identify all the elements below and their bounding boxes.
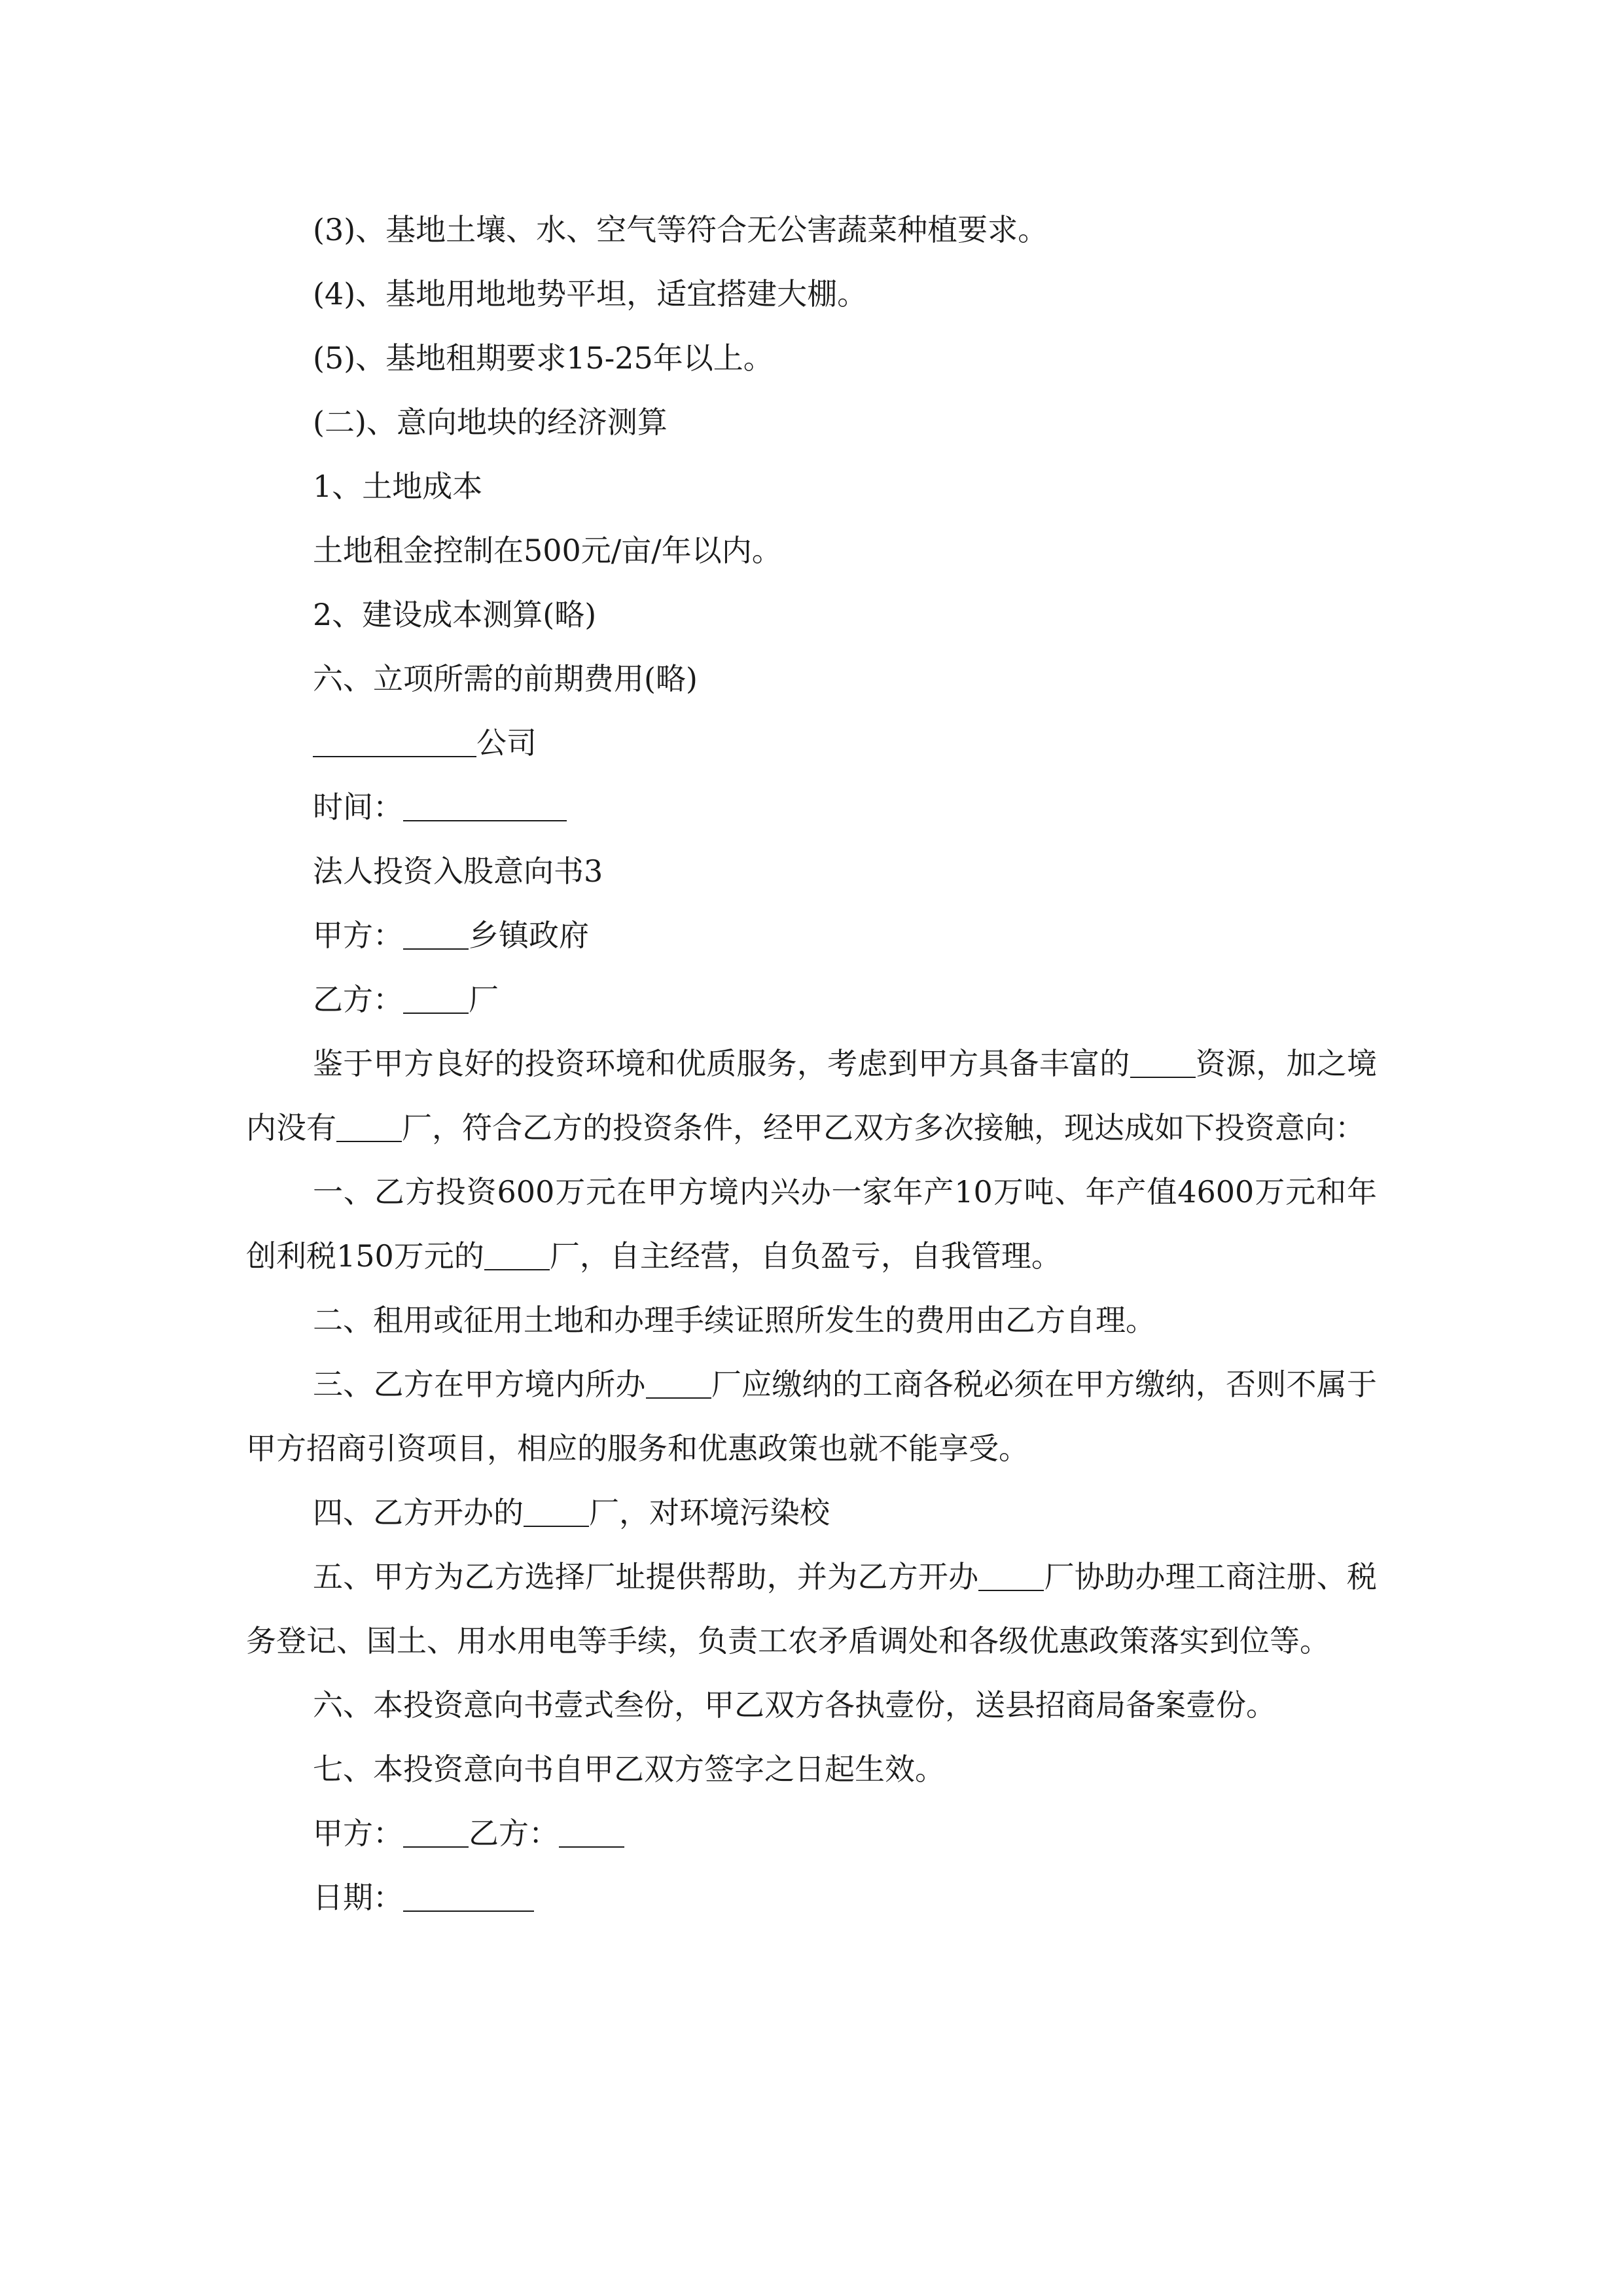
text-span: 厂，符合乙方的投资条件，经甲乙双方多次接触，现达成如下投资意向： <box>402 1110 1365 1145</box>
fill-blank <box>559 1820 624 1848</box>
text-line <box>246 262 1377 326</box>
text-line <box>246 326 1377 390</box>
text-span: 厂 <box>469 982 499 1017</box>
fill-blank <box>484 1243 550 1270</box>
text-span: 甲方： <box>313 918 403 953</box>
fill-blank <box>313 730 476 757</box>
text-span: (4)、基地用地地势平坦，适宜搭建大棚。 <box>313 276 868 312</box>
text-span: 公司 <box>476 725 537 761</box>
fill-blank <box>524 1499 589 1527</box>
paragraph <box>246 1160 1377 1288</box>
fill-blank <box>336 1115 402 1142</box>
section-heading <box>246 647 1377 711</box>
text-span: 七、本投资意向书自甲乙双方签字之日起生效。 <box>313 1751 945 1787</box>
paragraph <box>246 1031 1377 1160</box>
section-heading <box>246 390 1377 454</box>
document-title <box>246 839 1377 903</box>
paragraph <box>246 1673 1377 1737</box>
fill-blank <box>1130 1050 1196 1078</box>
fill-blank <box>403 986 469 1014</box>
text-span: 乙方： <box>313 982 403 1017</box>
text-span: 日期： <box>313 1880 403 1915</box>
text-span: 一、乙方投资600万元在甲方境内兴办一家年产10万吨、年产值4600万元和年创利税150万元的 <box>246 1174 1377 1274</box>
text-line <box>246 198 1377 262</box>
text-span: 土地租金控制在500元/亩/年以内。 <box>313 533 782 568</box>
fill-blank <box>403 1820 469 1848</box>
subsection-heading <box>246 454 1377 518</box>
text-span: 三、乙方在甲方境内所办 <box>313 1367 646 1402</box>
company-line <box>246 711 1377 775</box>
party-a-line <box>246 903 1377 967</box>
text-span: 六、立项所需的前期费用(略) <box>313 661 698 696</box>
fill-blank <box>403 794 567 821</box>
party-b-line <box>246 967 1377 1031</box>
text-span: 2、建设成本测算(略) <box>313 597 597 632</box>
paragraph <box>246 1480 1377 1545</box>
text-span: 时间： <box>313 789 403 825</box>
text-span: 厂应缴纳的工商各税必须在甲方缴纳，否则不属于甲方招商引资项目，相应的服务和优惠政策也就不能享受。 <box>246 1367 1378 1466</box>
date-line <box>246 1865 1377 1929</box>
time-line <box>246 775 1377 839</box>
text-span: 厂，自主经营，自负盈亏，自我管理。 <box>549 1238 1061 1274</box>
text-span: (二)、意向地块的经济测算 <box>313 404 668 440</box>
text-span: 1、土地成本 <box>313 469 483 504</box>
text-span: 五、甲方为乙方选择厂址提供帮助，并为乙方开办 <box>313 1559 979 1594</box>
text-span: 厂，对环境污染校 <box>589 1495 830 1530</box>
text-span: 乡镇政府 <box>469 918 589 953</box>
text-line <box>246 518 1377 583</box>
fill-blank <box>978 1564 1044 1591</box>
text-span: 鉴于甲方良好的投资环境和优质服务，考虑到甲方具备丰富的 <box>313 1046 1130 1081</box>
fill-blank <box>646 1371 711 1399</box>
paragraph <box>246 1737 1377 1801</box>
text-span: 资源，加之境内没有 <box>246 1046 1378 1145</box>
text-span: 四、乙方开办的 <box>313 1495 524 1530</box>
text-span: 六、本投资意向书壹式叁份，甲乙双方各执壹份，送县招商局备案壹份。 <box>313 1687 1276 1723</box>
paragraph <box>246 1288 1377 1352</box>
signature-line <box>246 1801 1377 1865</box>
text-span: (3)、基地土壤、水、空气等符合无公害蔬菜种植要求。 <box>313 212 1048 247</box>
text-span: 厂协助办理工商注册、税务登记、国土、用水用电等手续，负责工农矛盾调处和各级优惠政策落实到位等。 <box>246 1559 1378 1659</box>
subsection-heading <box>246 583 1377 647</box>
fill-blank <box>403 1884 534 1912</box>
text-span: 甲方： <box>313 1816 403 1851</box>
text-span: 法人投资入股意向书3 <box>313 853 603 889</box>
paragraph <box>246 1545 1377 1673</box>
document-body <box>246 198 1377 1929</box>
text-span: (5)、基地租期要求15-25年以上。 <box>313 340 774 376</box>
text-span: 乙方： <box>469 1816 559 1851</box>
fill-blank <box>403 922 469 950</box>
paragraph <box>246 1352 1377 1480</box>
text-span: 二、租用或征用土地和办理手续证照所发生的费用由乙方自理。 <box>313 1302 1156 1338</box>
